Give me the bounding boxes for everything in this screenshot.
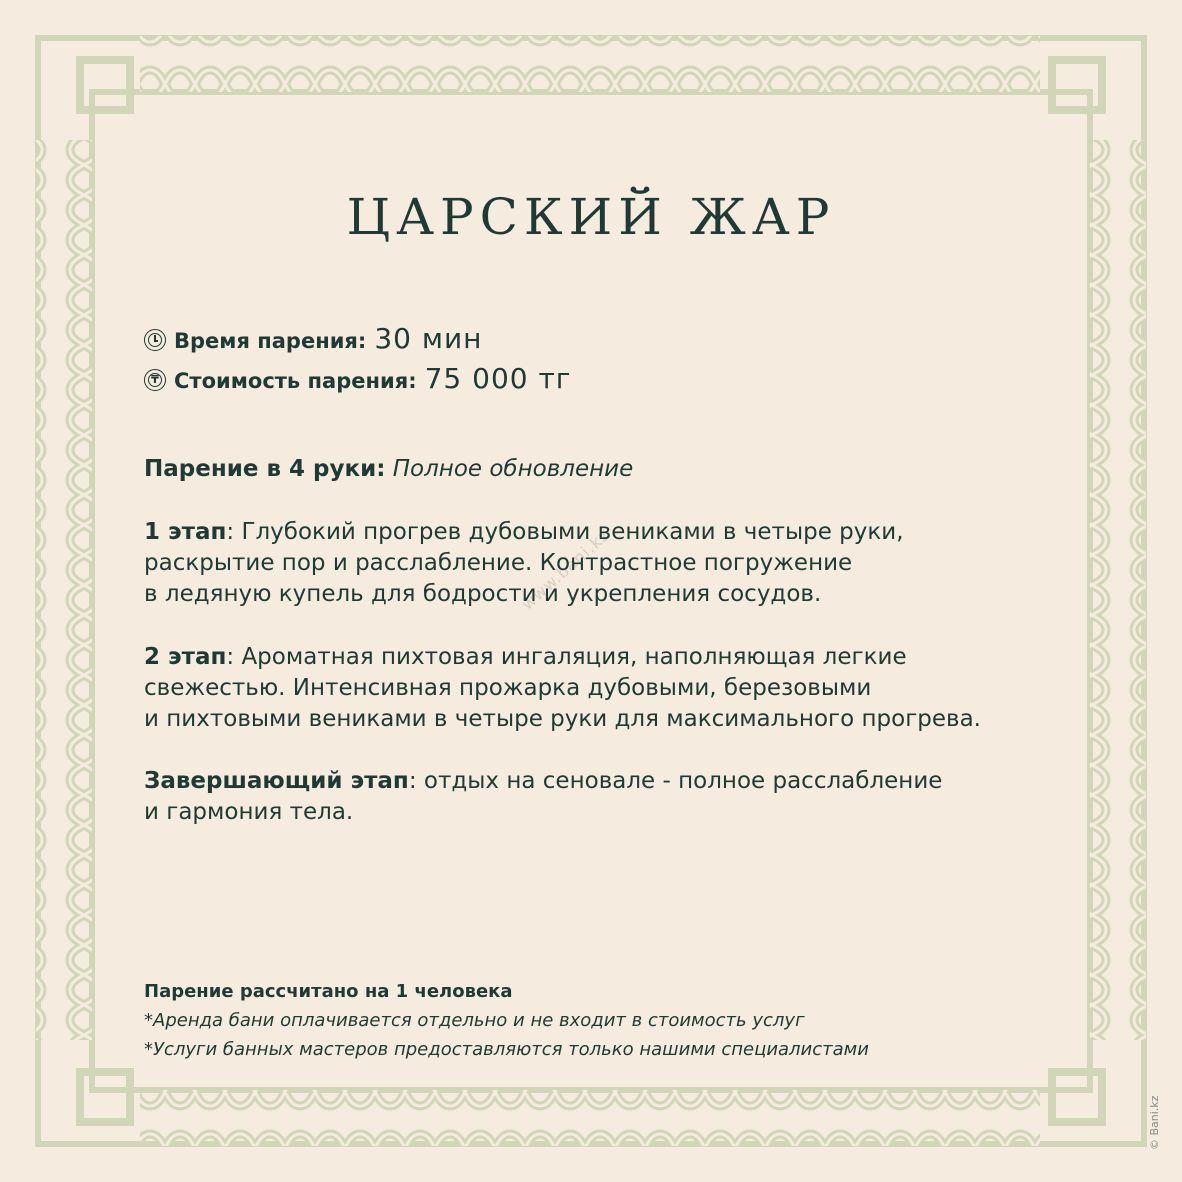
stage-2-label: 2 этап	[144, 644, 227, 670]
footer-notes	[144, 977, 1044, 1064]
stage-2-line-1: : Ароматная пихтовая ингаляция, наполняющая легкие	[226, 644, 907, 670]
steam-time-row	[144, 322, 482, 355]
stage-1-line-3: в ледяную купель для бодрости и укрепления сосудов.	[144, 581, 822, 607]
stage-final	[144, 766, 1044, 828]
stage-final-line-2: и гармония тела.	[144, 799, 354, 825]
copyright: © Bani.kz	[1148, 1095, 1161, 1150]
footer-note: Парение рассчитано на 1 человека	[144, 981, 513, 1002]
steam-price-row	[144, 362, 572, 395]
tenge-symbol: ₸	[151, 373, 159, 386]
steam-time-value: 30 мин	[374, 322, 483, 355]
footer-disclaimer-rent: *Аренда бани оплачивается отдельно и не входит в стоимость услуг	[144, 1010, 805, 1031]
tenge-coin-icon	[144, 369, 166, 391]
program-subtitle-value: Полное обновление	[392, 456, 634, 482]
steam-time-label: Время парения:	[174, 329, 367, 353]
program-subtitle	[144, 454, 1044, 485]
stage-final-line-1: : отдых на сеновале - полное расслабление	[408, 768, 943, 794]
stage-1-line-2: раскрытие пор и расслабление. Контрастное погружение	[144, 550, 853, 576]
stage-1-label: 1 этап	[144, 519, 227, 545]
program-subtitle-label: Парение в 4 руки:	[144, 456, 386, 482]
footer-disclaimer-masters: *Услуги банных мастеров предоставляются только нашими специалистами	[144, 1039, 869, 1060]
steam-price-label: Стоимость парения:	[174, 369, 417, 393]
stage-1-line-1: : Глубокий прогрев дубовыми вениками в четыре руки,	[226, 519, 904, 545]
stage-final-label: Завершающий этап	[144, 768, 409, 794]
page-title: ЦАРСКИЙ ЖАР	[346, 188, 836, 246]
stage-2-line-2: свежестью. Интенсивная прожарка дубовыми, березовыми	[144, 675, 872, 701]
stage-2	[144, 642, 1044, 735]
clock-icon	[144, 329, 166, 351]
stage-2-line-3: и пихтовыми вениками в четыре руки для максимального прогрева.	[144, 706, 981, 732]
steam-price-value: 75 000 тг	[424, 362, 572, 395]
watermark: www.bani.kz	[517, 525, 614, 614]
